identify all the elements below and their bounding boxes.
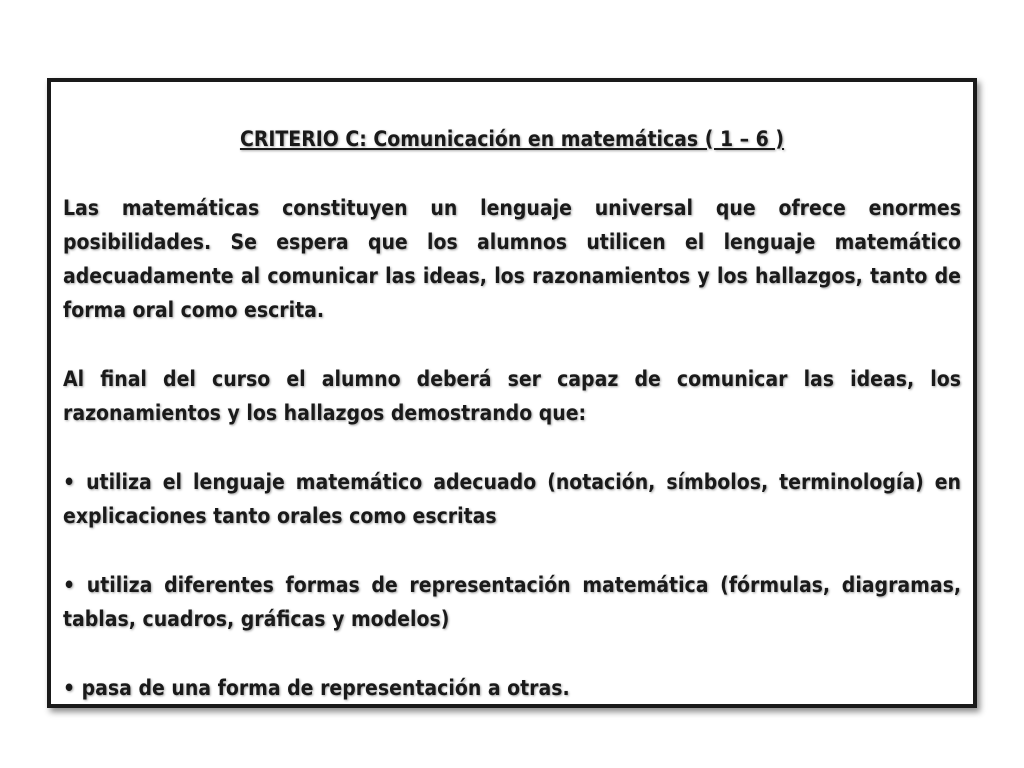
intro-paragraph: Las matemáticas constituyen un lenguaje universal que ofrece enormes posibilidades. Se espera que los alumnos utilicen el lenguaje matemático adecuadamente al comunicar las ideas, los razonamientos y los hallazgos, tanto de forma oral como escrita. [63,196,961,322]
objective-paragraph: Al final del curso el alumno deberá ser capaz de comunicar las ideas, los razonamientos y los hallazgos demostrando que: [63,367,961,425]
bullet-item-transform: • pasa de una forma de representación a otras. [63,676,570,700]
text-box-frame [47,78,977,708]
slide-title: CRITERIO C: Comunicación en matemáticas ( 1 – 6 ) [239,127,785,151]
bullet-item-representation: • utiliza diferentes formas de representación matemática (fórmulas, diagramas, tablas, cuadros, gráficas y modelos) [63,573,961,631]
bullet-item-notation: • utiliza el lenguaje matemático adecuado (notación, símbolos, terminología) en explicaciones tanto orales como escritas [63,470,961,528]
text-box-content [63,122,961,705]
